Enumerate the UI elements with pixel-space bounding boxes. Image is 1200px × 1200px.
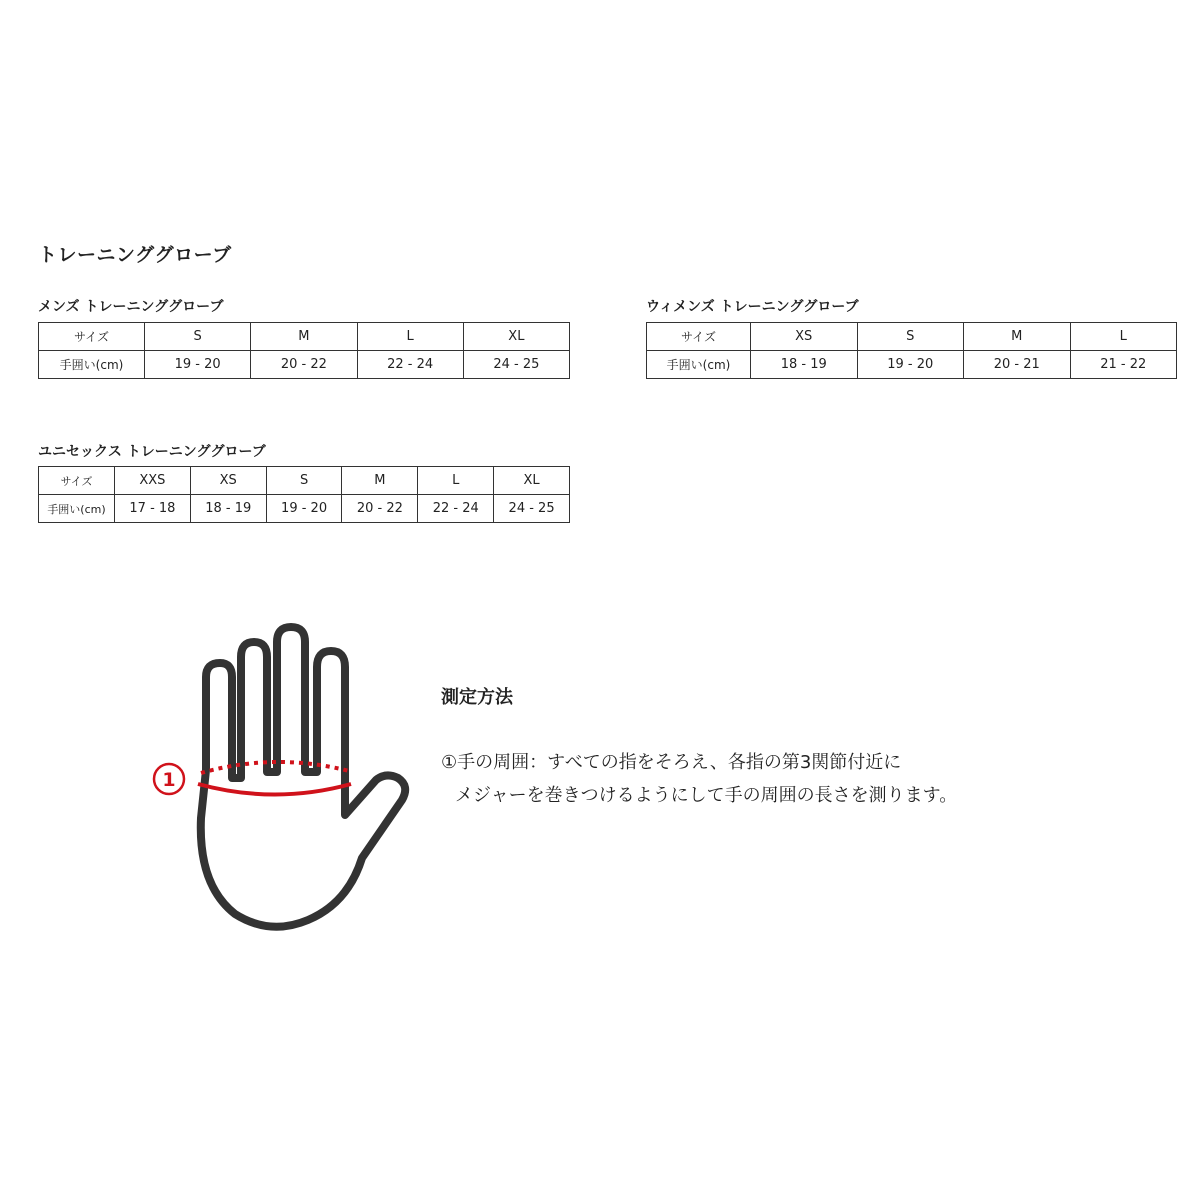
table-row <box>39 495 570 523</box>
size-cell: L <box>357 323 463 351</box>
measure-cell: 20 - 22 <box>342 495 418 523</box>
measurement-title: 測定方法 <box>441 687 513 708</box>
unisex-size-table <box>38 466 570 523</box>
womens-table-title: ウィメンズ トレーニンググローブ <box>646 299 859 315</box>
marker-number: 1 <box>162 769 176 791</box>
size-cell: XXS <box>115 467 191 495</box>
hand-illustration <box>140 615 420 945</box>
measure-cell: 18 - 19 <box>190 495 266 523</box>
measure-cell: 22 - 24 <box>357 351 463 379</box>
size-cell: S <box>145 323 251 351</box>
measurement-instruction-line1: ①手の周囲：すべての指をそろえ、各指の第3関節付近に <box>441 752 902 773</box>
table-row <box>647 351 1177 379</box>
size-label-cell: サイズ <box>647 323 751 351</box>
hand-outline <box>201 627 405 927</box>
table-row <box>39 467 570 495</box>
measure-label-cell: 手囲い(cm) <box>39 351 145 379</box>
measure-line-front-icon <box>198 784 351 795</box>
size-cell: M <box>964 323 1071 351</box>
measure-cell: 24 - 25 <box>494 495 570 523</box>
unisex-table-title: ユニセックス トレーニンググローブ <box>38 444 266 460</box>
mens-table-title: メンズ トレーニンググローブ <box>38 299 224 315</box>
measurement-instruction-line2: メジャーを巻きつけるようにして手の周囲の長さを測ります。 <box>455 785 958 806</box>
size-cell: S <box>266 467 342 495</box>
measure-cell: 19 - 20 <box>266 495 342 523</box>
mens-size-table <box>38 322 570 379</box>
measure-label-cell: 手囲い(cm) <box>647 351 751 379</box>
size-cell: XL <box>463 323 569 351</box>
size-cell: XL <box>494 467 570 495</box>
measure-cell: 18 - 19 <box>751 351 858 379</box>
measure-cell: 24 - 25 <box>463 351 569 379</box>
measure-cell: 22 - 24 <box>418 495 494 523</box>
measure-label-cell: 手囲い(cm) <box>39 495 115 523</box>
size-cell: XS <box>751 323 858 351</box>
size-label-cell: サイズ <box>39 467 115 495</box>
size-label-cell: サイズ <box>39 323 145 351</box>
size-cell: S <box>857 323 964 351</box>
size-cell: XS <box>190 467 266 495</box>
measure-cell: 19 - 20 <box>857 351 964 379</box>
table-row <box>39 323 570 351</box>
size-cell: M <box>251 323 357 351</box>
womens-size-table <box>646 322 1177 379</box>
size-cell: L <box>418 467 494 495</box>
measure-cell: 21 - 22 <box>1070 351 1177 379</box>
measure-cell: 19 - 20 <box>145 351 251 379</box>
size-cell: L <box>1070 323 1177 351</box>
measure-cell: 17 - 18 <box>115 495 191 523</box>
table-row <box>39 351 570 379</box>
table-row <box>647 323 1177 351</box>
measure-cell: 20 - 22 <box>251 351 357 379</box>
size-cell: M <box>342 467 418 495</box>
page-title: トレーニンググローブ <box>38 244 232 266</box>
measure-cell: 20 - 21 <box>964 351 1071 379</box>
